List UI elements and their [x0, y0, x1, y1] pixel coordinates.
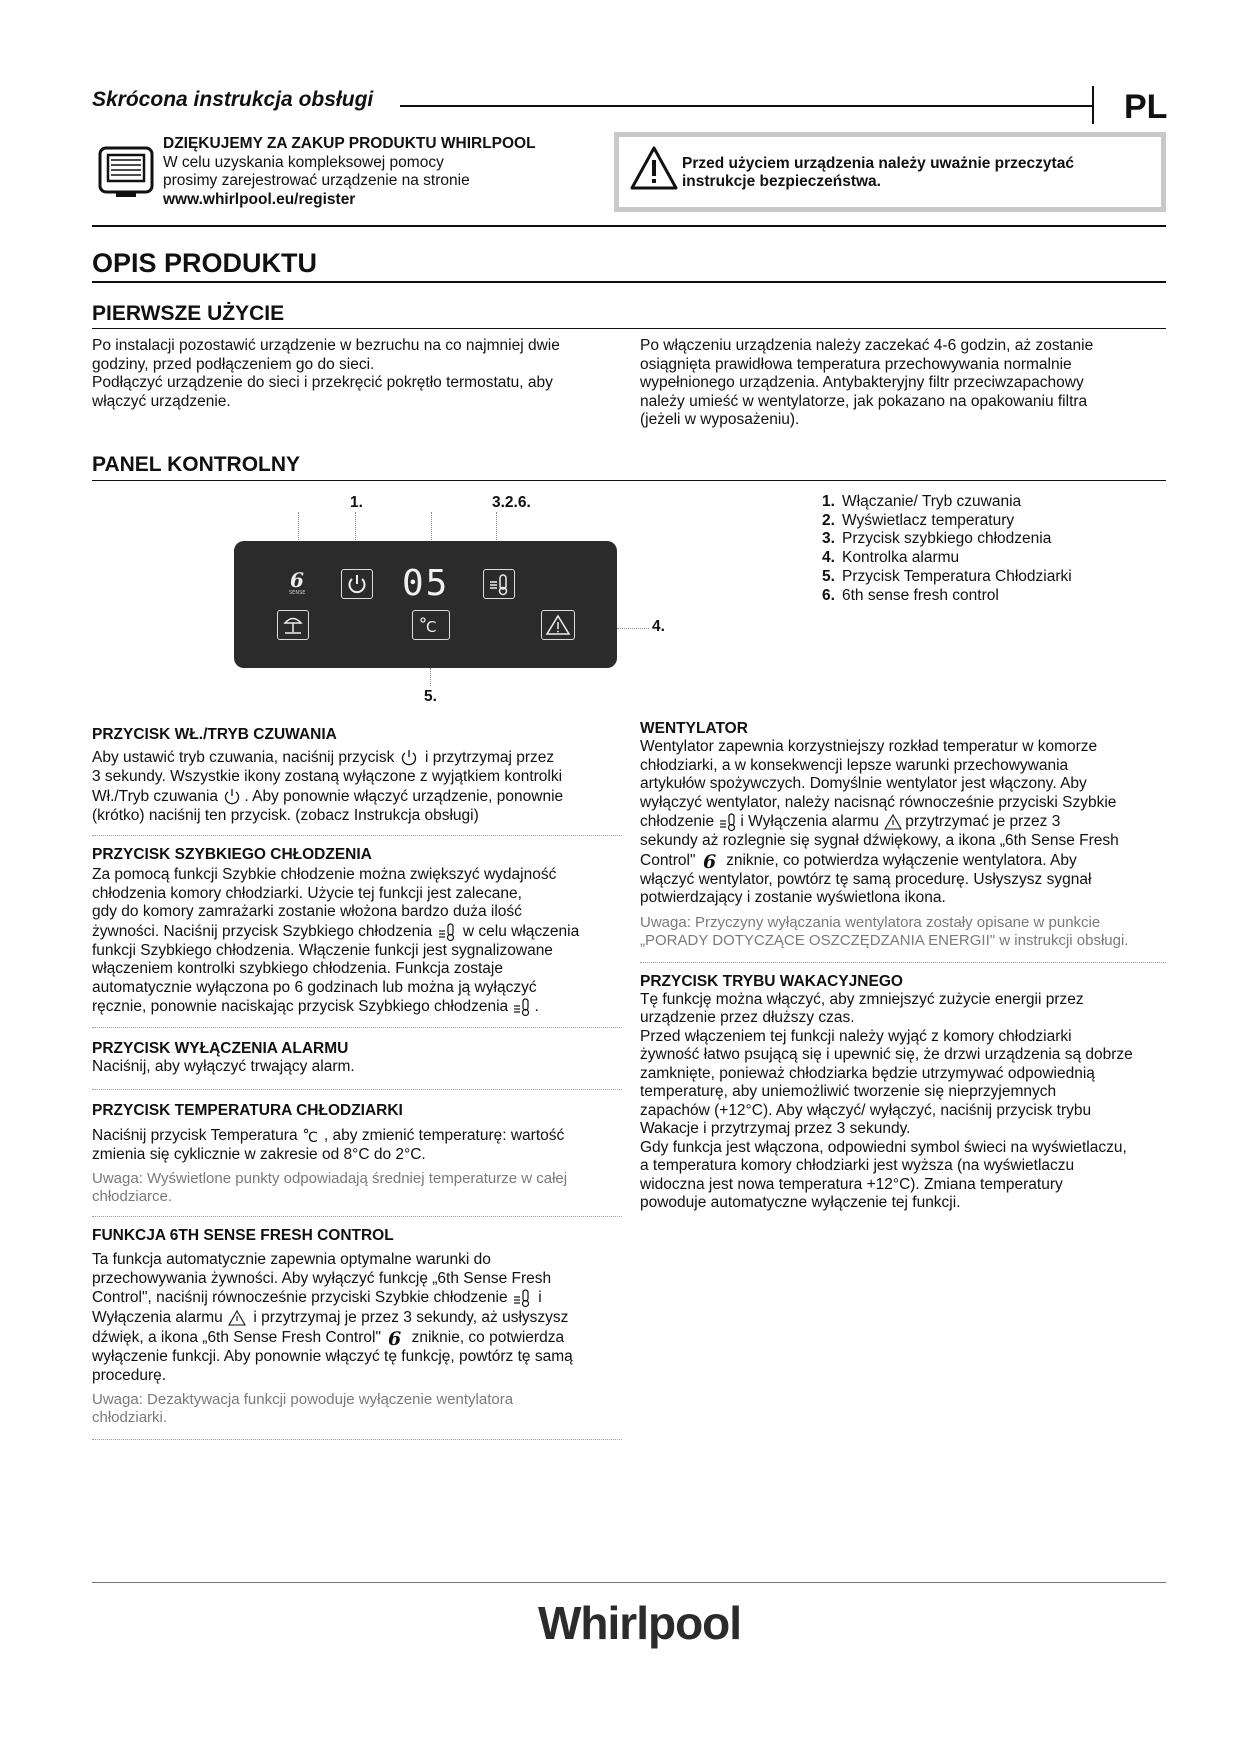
callout-326: 3.2.6. — [492, 494, 531, 511]
dotted-divider — [92, 1089, 622, 1090]
power-icon — [222, 787, 244, 807]
dotted-divider — [92, 835, 622, 836]
alarm-icon — [542, 611, 574, 639]
whirlpool-logo: Whirlpool — [538, 1597, 742, 1649]
sixth-sense-icon — [385, 1328, 407, 1348]
fast-cool-icon — [484, 570, 514, 598]
legend-item: 4. Kontrolka alarmu — [822, 549, 960, 567]
thanks-line: W celu uzyskania kompleksowej pomocy — [163, 153, 444, 171]
section-divider — [92, 281, 1166, 283]
section-body: Ta funkcja automatycznie zapewnia optymalne warunki do przechowywania żywności. Aby wyłączyć funkcję „6th Sense Fresh Control", naciśnij równocześnie przyciski Szybkie chłodzenie i Wyłączenia alarmu i przytrzymaj je przez 3 sekundy, aż usłyszysz dźwięk, a ikona „6th Sense Fresh Control" 6 zniknie, co potwierdza wyłączenie funkcji. Aby ponownie włączyć tę funkcję, powtórz tę samą procedurę. — [92, 1251, 573, 1384]
leader-line — [431, 512, 432, 542]
legend-item: 5. Przycisk Temperatura Chłodziarki — [822, 567, 1072, 585]
alarm-icon — [883, 812, 905, 832]
text-line: Po instalacji pozostawić urządzenie w bezruchu na co najmniej dwie — [92, 337, 560, 354]
text-line: Podłączyć urządzenie do sieci i przekręcić pokrętło termostatu, aby — [92, 374, 553, 391]
svg-text:6: 6 — [388, 1328, 402, 1350]
fast-cool-icon — [512, 997, 534, 1017]
svg-text:6: 6 — [702, 850, 717, 873]
note-text: Uwaga: Dezaktywacja funkcji powoduje wyłączenie wentylatora chłodziarki. — [92, 1391, 514, 1426]
leader-line — [355, 512, 356, 542]
section-title-pierwsze: PIERWSZE UŻYCIE — [92, 302, 285, 325]
power-button[interactable] — [341, 569, 373, 599]
fast-cool-button[interactable] — [483, 569, 515, 599]
section-body: Za pomocą funkcji Szybkie chłodzenie można zwiększyć wydajność chłodzenia komory chłodziarki. Użycie tej funkcji jest zalecane, gdy do komory zamrażarki zostanie włożona bardzo duża ilość żywności. Naciśnij przycisk Szybkiego chłodzenia w celu włączenia funkcji Szybkiego chłodzenia. Włączenie funkcji jest sygnalizowane włączeniem kontrolki szybkiego chłodzenia. Funkcja zostaje automatycznie wyłączona po 6 godzinach lub można ją wyłączyć ręcznie, ponownie naciskając przycisk Szybkiego chłodzenia . — [92, 866, 580, 1016]
first-use-right — [640, 337, 1170, 430]
legend-item: 6. 6th sense fresh control — [822, 586, 999, 604]
callout-4: 4. — [652, 618, 665, 635]
section-body: Aby ustawić tryb czuwania, naciśnij przycisk i przytrzymaj przez 3 sekundy. Wszystkie ikony zostaną wyłączone z wyjątkiem kontrolki Wł./Tryb czuwania . Aby ponownie włączyć urządzenie, ponownie (krótko) naciśnij ten przycisk. (zobacz Instrukcja obsługi) — [92, 749, 564, 824]
register-link[interactable]: www.whirlpool.eu/register — [163, 190, 356, 208]
section-divider — [92, 225, 1166, 227]
svg-text:6: 6 — [290, 569, 304, 592]
section-body: Naciśnij przycisk Temperatura C , aby zmienić temperaturę: wartość zmienia się cyklicznie w zakresie od 8°C do 2°C. — [92, 1126, 565, 1163]
svg-text:C: C — [307, 1129, 318, 1146]
power-icon — [342, 570, 372, 598]
section-title-panel: PANEL KONTROLNY — [92, 453, 301, 476]
dotted-divider — [640, 962, 1166, 963]
text-line: wypełnionego urządzenia. Antybakteryjny filtr przeciwzapachowy — [640, 374, 1084, 391]
document-title: Skrócona instrukcja obsługi — [92, 88, 374, 111]
power-icon — [399, 748, 421, 768]
footer-rule — [92, 1582, 1166, 1583]
right-column — [640, 720, 1166, 1213]
legend-item: 1. Włączanie/ Tryb czuwania — [822, 493, 1022, 510]
leader-line — [617, 628, 649, 629]
fast-cool-icon — [437, 922, 459, 942]
text-line: Po włączeniu urządzenia należy zaczekać 4-6 godzin, aż zostanie — [640, 337, 1094, 354]
alarm-off-button[interactable] — [541, 610, 575, 640]
section-divider — [92, 480, 1166, 481]
dotted-divider — [92, 1439, 622, 1440]
section-body: Tę funkcję można włączyć, aby zmniejszyć zużycie energii przez urządzenie przez dłuższy czas. Przed włączeniem tej funkcji należy wyjąć z komory chłodziarki żywność łatwo psującą się i upewnić się, że drzwi urządzenia są dobrze zamknięte, ponieważ chłodziarka będzie utrzymywać odpowiednią temperaturę, aby uniemożliwić tworzenie się nieprzyjemnych zapachów (+12°C). Aby włączyć/ wyłączyć, naciśnij przycisk trybu Wakacje i przytrzymaj przez 3 sekundy. Gdy funkcja jest włączona, odpowiedni symbol świeci na wyświetlaczu, a temperatura komory chłodziarki jest wyższa (na wyświetlaczu widoczna jest nowa temperatura +12°C). Zmiana temperatury powoduje automatyczne wyłączenie tej funkcji. — [640, 990, 1133, 1211]
temperature-display: 05 — [402, 563, 450, 604]
thanks-line: prosimy zarejestrować urządzenie na stronie — [163, 172, 470, 189]
thanks-heading: DZIĘKUJEMY ZA ZAKUP PRODUKTU WHIRLPOOL — [163, 135, 536, 152]
text-line: (jeżeli w wyposażeniu). — [640, 411, 800, 428]
section-body: Naciśnij, aby wyłączyć trwający alarm. — [92, 1058, 355, 1075]
svg-text:C: C — [426, 618, 437, 636]
fast-cool-icon — [512, 1288, 534, 1308]
callout-1: 1. — [350, 494, 363, 511]
left-column — [92, 726, 622, 1440]
section-title: PRZYCISK TEMPERATURA CHŁODZIARKI — [92, 1101, 403, 1119]
callout-5: 5. — [424, 688, 437, 705]
fridge-temperature-button[interactable] — [412, 610, 450, 640]
first-use-left — [92, 337, 652, 411]
text-line: włączyć urządzenie. — [92, 392, 231, 410]
safety-warning-box — [614, 132, 1166, 212]
legend-item: 2. Wyświetlacz temperatury — [822, 511, 1015, 529]
note-text: Uwaga: Przyczyny wyłączania wentylatora zostały opisane w punkcie „PORADY DOTYCZĄCE OSZCZĘDZANIA ENERGII" w instrukcji obsługi. — [640, 913, 1129, 949]
warning-text: Przed użyciem urządzenia należy uważnie przeczytać — [682, 155, 1074, 172]
svg-text:SENSE: SENSE — [289, 590, 306, 595]
sixth-sense-icon — [700, 851, 722, 871]
note-text: Uwaga: Wyświetlone punkty odpowiadają średniej temperaturze w całej chłodziarce. — [92, 1170, 568, 1205]
alarm-icon — [227, 1308, 249, 1328]
control-panel — [234, 541, 617, 668]
leader-line — [298, 512, 299, 542]
section-title: PRZYCISK WŁ./TRYB CZUWANIA — [92, 726, 337, 743]
warning-icon — [629, 145, 679, 191]
registration-info — [163, 135, 583, 209]
section-title-opis: OPIS PRODUKTU — [92, 248, 318, 278]
header-rule — [400, 105, 1092, 107]
dotted-divider — [92, 1216, 622, 1217]
section-title: PRZYCISK WYŁĄCZENIA ALARMU — [92, 1040, 349, 1057]
section-body: Wentylator zapewnia korzystniejszy rozkład temperatur w komorze chłodziarki, a w konsekwencji lepsze warunki przechowywania artykułów spożywczych. Domyślnie wentylator jest włączony. Aby wyłączyć wentylator, należy nacisnąć równocześnie przyciski Szybkie chłodzenie i Wyłączenia alarmu przytrzymać je przez 3 sekundy aż rozlegnie się sygnał dźwiękowy, a ikona „6th Sense Fresh Control" 6 zniknie, co potwierdza wyłączenie wentylatora. Aby włączyć wentylator, powtórz tę samą procedurę. Usłyszysz sygnał potwierdzający i zostanie wyświetlona ikona. — [640, 738, 1119, 906]
celsius-icon — [413, 611, 449, 639]
fast-cool-icon — [718, 812, 740, 832]
vacation-icon — [278, 611, 308, 639]
warning-text: instrukcje bezpieczeństwa. — [682, 173, 881, 190]
section-title: WENTYLATOR — [640, 720, 748, 737]
header-rule-end — [1092, 86, 1094, 124]
section-title: PRZYCISK TRYBU WAKACYJNEGO — [640, 972, 903, 990]
language-code: PL — [1124, 88, 1168, 126]
section-divider — [92, 328, 1166, 329]
sixth-sense-icon — [286, 569, 308, 595]
leader-line — [430, 668, 431, 686]
section-title: FUNKCJA 6TH SENSE FRESH CONTROL — [92, 1227, 394, 1244]
section-title: PRZYCISK SZYBKIEGO CHŁODZENIA — [92, 846, 372, 863]
text-line: osiągnięta prawidłowa temperatura przechowywania normalnie — [640, 355, 1072, 373]
vacation-button[interactable] — [277, 610, 309, 640]
text-line: należy umieść w wentylatorze, jak pokazano na opakowaniu filtra — [640, 392, 1088, 410]
monitor-icon — [98, 146, 154, 200]
text-line: godziny, przed podłączeniem go do sieci. — [92, 355, 375, 373]
celsius-icon — [302, 1126, 324, 1146]
panel-legend — [822, 493, 1072, 605]
legend-item: 3. Przycisk szybkiego chłodzenia — [822, 530, 1052, 548]
dotted-divider — [92, 1027, 622, 1028]
leader-line — [496, 512, 497, 542]
